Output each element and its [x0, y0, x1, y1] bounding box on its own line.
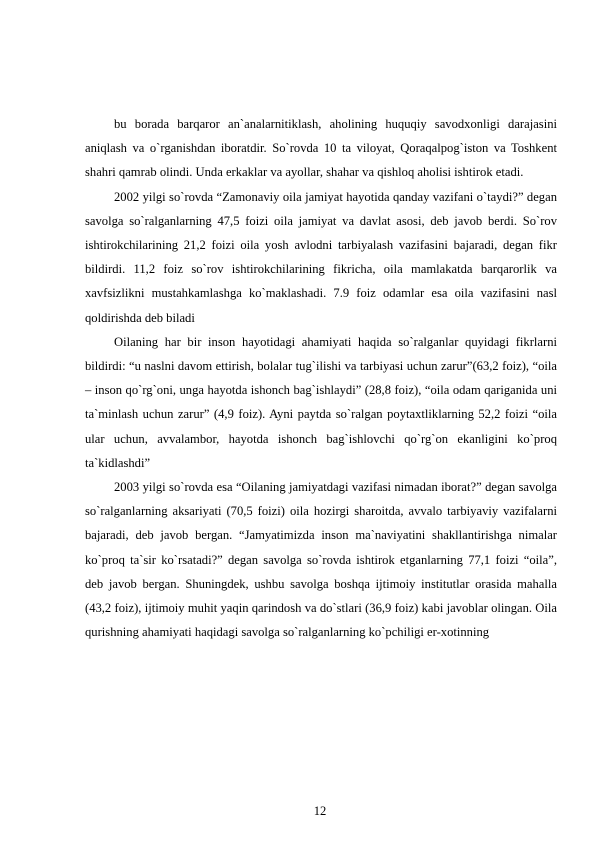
page-number: 12	[313, 804, 327, 818]
paragraph: Oilaning har bir inson hayotidagi ahamiyati haqida so`ralganlar quyidagi fikrlarni bildirdi: “u naslni davom ettirish, bolalar tug`ilishi va tarbiyasi uchun zarur”(63,2 foiz), “oila – inson qo`rg`oni, unga hayotda ishonch bag`ishlaydi” (28,8 foiz), “oila odam qariganida uni ta`minlash uchun zarur” (4,9 foiz). Ayni paytda so`ralgan poytaxtliklarning 52,2 foizi “oila ular uchun, avvalambor, hayotda ishonch bag`ishlovchi qo`rg`on ekanligini ko`proq ta`kidlashdi”	[85, 334, 557, 470]
paragraph: 2003 yilgi so`rovda esa “Oilaning jamiyatdagi vazifasi nimadan iborat?” degan savolga so`ralganlarning aksariyati (70,5 foizi) oila hozirgi sharoitda, avvalo tarbiyaviy vazifalarni bajaradi, deb javob bergan. “Jamyatimizda inson ma`naviyatini shakllantirishga nimalar ko`proq ta`sir ko`rsatadi?” degan savolga so`rovda ishtirok etganlarning 77,1 foizi “oila”, deb javob bergan. Shuningdek, ushbu savolga boshqa ijtimoiy institutlar orasida mahalla (43,2 foiz), ijtimoiy muhit yaqin qarindosh va do`stlari (36,9 foiz) kabi javoblar olingan. Oila qurishning ahamiyati haqidagi savolga so`ralganlarning ko`pchiligi er-xotinning	[85, 480, 557, 640]
body-text	[85, 112, 557, 644]
paragraph: 2002 yilgi so`rovda “Zamonaviy oila jamiyat hayotida qanday vazifani o`taydi?” degan savolga so`ralganlarning 47,5 foizi oila jamiyat va davlat asosi, deb javob berdi. So`rov ishtirokchilarining 21,2 foizi oila yosh avlodni tarbiyalash vazifasini bajaradi, degan fikr bildirdi. 11,2 foiz so`rov ishtirokchilarining fikricha, oila mamlakatda barqarorlik va xavfsizlikni mustahkamlashga ko`maklashadi. 7.9 foiz odamlar esa oila vazifasini nasl qoldirishda deb biladi	[85, 189, 557, 325]
paragraph: bu borada barqaror an`analarnitiklash, aholining huquqiy savodxonligi darajasini aniqlash va o`rganishdan iboratdir. So`rovda 10 ta viloyat, Qoraqalpog`iston va Toshkent shahri qamrab olindi. Unda erkaklar va ayollar, shahar va qishloq aholisi ishtirok etadi.	[85, 117, 557, 180]
